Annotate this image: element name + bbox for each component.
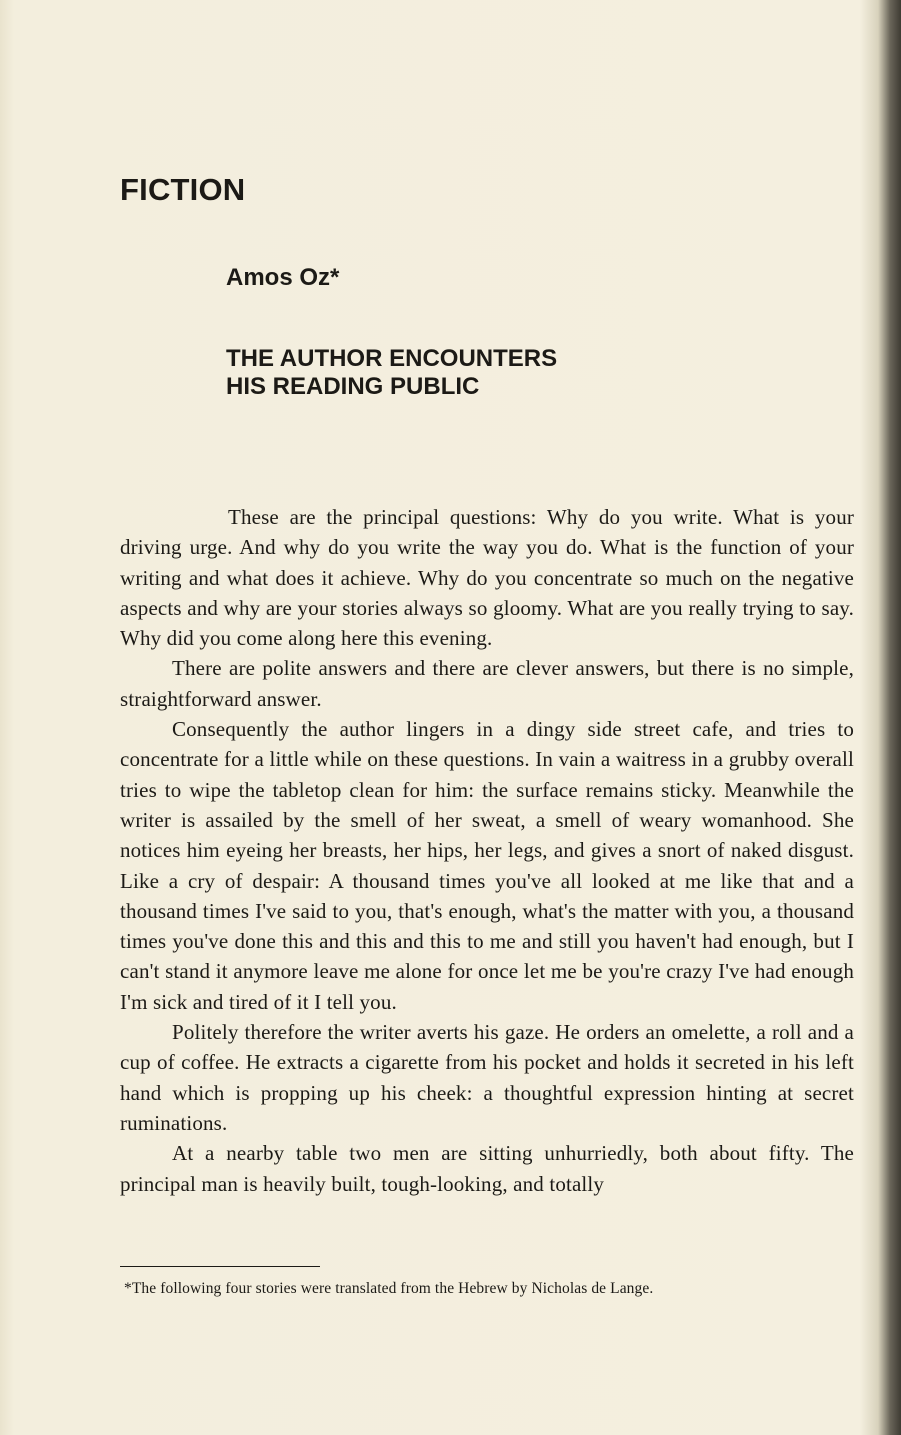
footnote-divider (120, 1266, 320, 1267)
story-body (120, 502, 854, 1199)
story-title (226, 345, 557, 401)
body-paragraph: At a nearby table two men are sitting unhurriedly, both about fifty. The principal man is heavily built, tough-looking, and totally (120, 1141, 854, 1196)
story-title-line: THE AUTHOR ENCOUNTERS (226, 345, 558, 372)
story-title-line: HIS READING PUBLIC (226, 373, 480, 400)
author-name: Amos Oz* (226, 264, 340, 291)
body-paragraph: Politely therefore the writer averts his gaze. He orders an omelette, a roll and a cup of coffee. He extracts a cigarette from his pocket and holds it secreted in his left hand which is propping up his cheek: a thoughtful expression hinting at secret ruminations. (120, 1020, 854, 1135)
body-paragraph: These are the principal questions: Why do you write. What is your driving urge. And why do you write the way you do. What is the function of your writing and what does it achieve. Why do you concentrate so much on the negative aspects and why are your stories always so gloomy. What are you really trying to say. Why did you come along here this evening. (120, 505, 854, 651)
footnote: *The following four stories were translated from the Hebrew by Nicholas de Lange. (124, 1280, 654, 1297)
body-paragraph: There are polite answers and there are clever answers, but there is no simple, straightforward answer. (120, 656, 854, 711)
body-paragraph: Consequently the author lingers in a dingy side street cafe, and tries to concentrate for a little while on these questions. In vain a waitress in a grubby overall tries to wipe the tabletop clean for him: the surface remains sticky. Meanwhile the writer is assailed by the smell of her sweat, a smell of weary womanhood. She notices him eyeing her breasts, her hips, her legs, and gives a snort of naked disgust. Like a cry of despair: A thousand times you've all looked at me like that and a thousand times I've said to you, that's enough, what's the matter with you, a thousand times you've done this and this and this to me and still you haven't had enough, but I can't stand it anymore leave me alone for once let me be you're crazy I've had enough I'm sick and tired of it I tell you. (120, 717, 854, 1014)
section-heading: FICTION (120, 172, 246, 207)
